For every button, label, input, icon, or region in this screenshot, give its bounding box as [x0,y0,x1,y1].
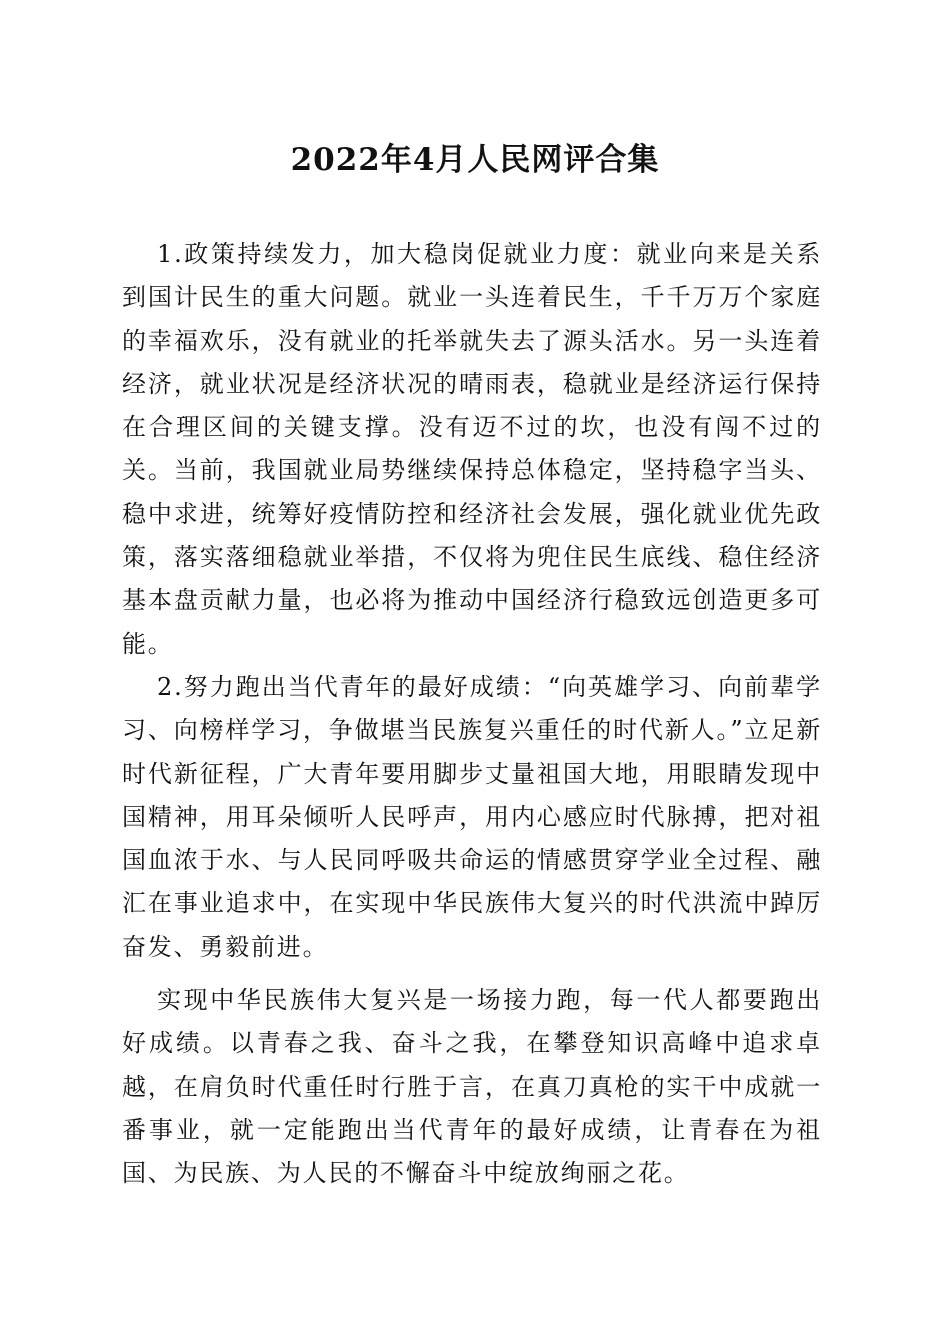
paragraph-youth: 2.努力跑出当代青年的最好成绩：“向英雄学习、向前辈学习、向榜样学习，争做堪当民族复兴重任的时代新人。”立足新时代新征程，广大青年要用脚步丈量祖国大地，用眼睛发现中国精神，用耳朵倾听人民呼声，用内心感应时代脉搏，把对祖国血浓于水、与人民同呼吸共命运的情感贯穿学业全过程、融汇在事业追求中，在实现中华民族伟大复兴的时代洪流中踔厉奋发、勇毅前进。 [122,672,822,961]
document-title: 2022年4月人民网评合集 [290,142,660,178]
paragraph-employment: 1.政策持续发力，加大稳岗促就业力度：就业向来是关系到国计民生的重大问题。就业一头连着民生，千千万万个家庭的幸福欢乐，没有就业的托举就失去了源头活水。另一头连着经济，就业状况是经济状况的晴雨表，稳就业是经济运行保持在合理区间的关键支撑。没有迈不过的坎，也没有闯不过的关。当前，我国就业局势继续保持总体稳定，坚持稳字当头、稳中求进，统筹好疫情防控和经济社会发展，强化就业优先政策，落实落细稳就业举措，不仅将为兜住民生底线、稳住经济基本盘贡献力量，也必将为推动中国经济行稳致远创造更多可能。 [122,240,822,658]
paragraph-rejuvenation: 实现中华民族伟大复兴是一场接力跑，每一代人都要跑出好成绩。以青春之我、奋斗之我，在攀登知识高峰中追求卓越，在肩负时代重任时行胜于言，在真刀真枪的实干中成就一番事业，就一定能跑出当代青年的最好成绩，让青春在为祖国、为民族、为人民的不懈奋斗中绽放绚丽之花。 [122,986,822,1188]
document-body [122,233,822,1196]
